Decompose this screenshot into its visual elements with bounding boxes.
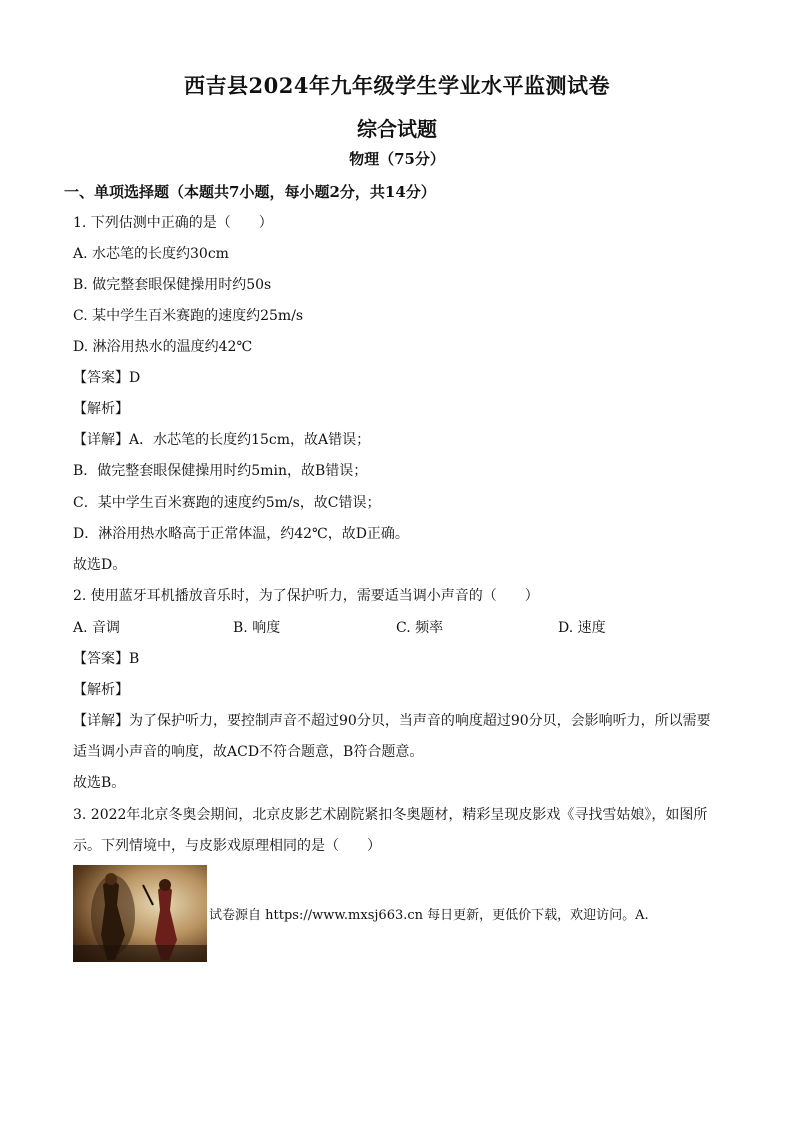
q1-option-b: B. 做完整套眼保健操用时约50s bbox=[73, 277, 272, 293]
q1-option-d: D. 淋浴用热水的温度约42℃ bbox=[73, 339, 253, 355]
shadow-puppet-photo bbox=[73, 865, 207, 962]
q1-analysis-tag: 【解析】 bbox=[73, 401, 129, 417]
section-heading: 一、单项选择题（本题共7小题，每小题2分，共14分） bbox=[64, 183, 436, 201]
q3-stem-line2: 示。下列情境中，与皮影戏原理相同的是（ ） bbox=[73, 838, 381, 854]
answer-tag: 【答案】 bbox=[73, 651, 129, 667]
q2-option-c: C. 频率 bbox=[396, 620, 444, 636]
q2-stem: 2. 使用蓝牙耳机播放音乐时，为了保护听力，需要适当调小声音的（ ） bbox=[73, 588, 539, 604]
q2-conclusion: 故选B。 bbox=[73, 775, 126, 791]
q2-option-d: D. 速度 bbox=[558, 620, 606, 636]
detail-tag: 【详解】 bbox=[73, 432, 129, 448]
detail-text: 为了保护听力，要控制声音不超过90分贝，当声音的响度超过90分贝，会影响听力，所以需要 bbox=[129, 713, 711, 729]
subject-label: 物理（75分） bbox=[349, 150, 445, 168]
detail-text: A．水芯笔的长度约15cm，故A错误； bbox=[129, 432, 371, 448]
q2-option-a: A. 音调 bbox=[73, 620, 121, 636]
q1-detail-c: C．某中学生百米赛跑的速度约5m/s，故C错误； bbox=[73, 495, 381, 511]
q1-option-a: A. 水芯笔的长度约30cm bbox=[73, 246, 229, 262]
answer-value: B bbox=[129, 651, 140, 667]
answer-value: D bbox=[129, 370, 141, 386]
detail-tag: 【详解】 bbox=[73, 713, 129, 729]
q1-conclusion: 故选D。 bbox=[73, 557, 127, 573]
q2-option-b: B. 响度 bbox=[233, 620, 281, 636]
q3-stem-line1: 3. 2022年北京冬奥会期间，北京皮影艺术剧院紧扣冬奥题材，精彩呈现皮影戏《寻找雪姑娘》，如图所 bbox=[73, 807, 708, 823]
q1-detail-d: D．淋浴用热水略高于正常体温，约42℃，故D正确。 bbox=[73, 526, 409, 542]
q2-analysis-tag: 【解析】 bbox=[73, 682, 129, 698]
q1-answer bbox=[73, 368, 140, 388]
q1-option-c: C. 某中学生百米赛跑的速度约25m/s bbox=[73, 308, 304, 324]
answer-tag: 【答案】 bbox=[73, 370, 129, 386]
q2-detail-2: 适当调小声音的响度，故ACD不符合题意，B符合题意。 bbox=[73, 744, 424, 760]
q1-stem: 1. 下列估测中正确的是（ ） bbox=[73, 215, 273, 231]
q1-detail-b: B．做完整套眼保健操用时约5min，故B错误； bbox=[73, 463, 368, 479]
shadow-puppet-figures bbox=[73, 865, 207, 962]
q2-answer bbox=[73, 649, 139, 669]
exam-subtitle: 综合试题 bbox=[357, 117, 437, 141]
q1-detail-a bbox=[73, 430, 370, 450]
source-watermark-text: 试卷源自 https://www.mxsj663.cn 每日更新，更低价下载，欢迎访问。A. bbox=[209, 908, 649, 923]
exam-title: 西吉县2024年九年级学生学业水平监测试卷 bbox=[184, 73, 610, 98]
q2-detail-1 bbox=[73, 711, 711, 731]
